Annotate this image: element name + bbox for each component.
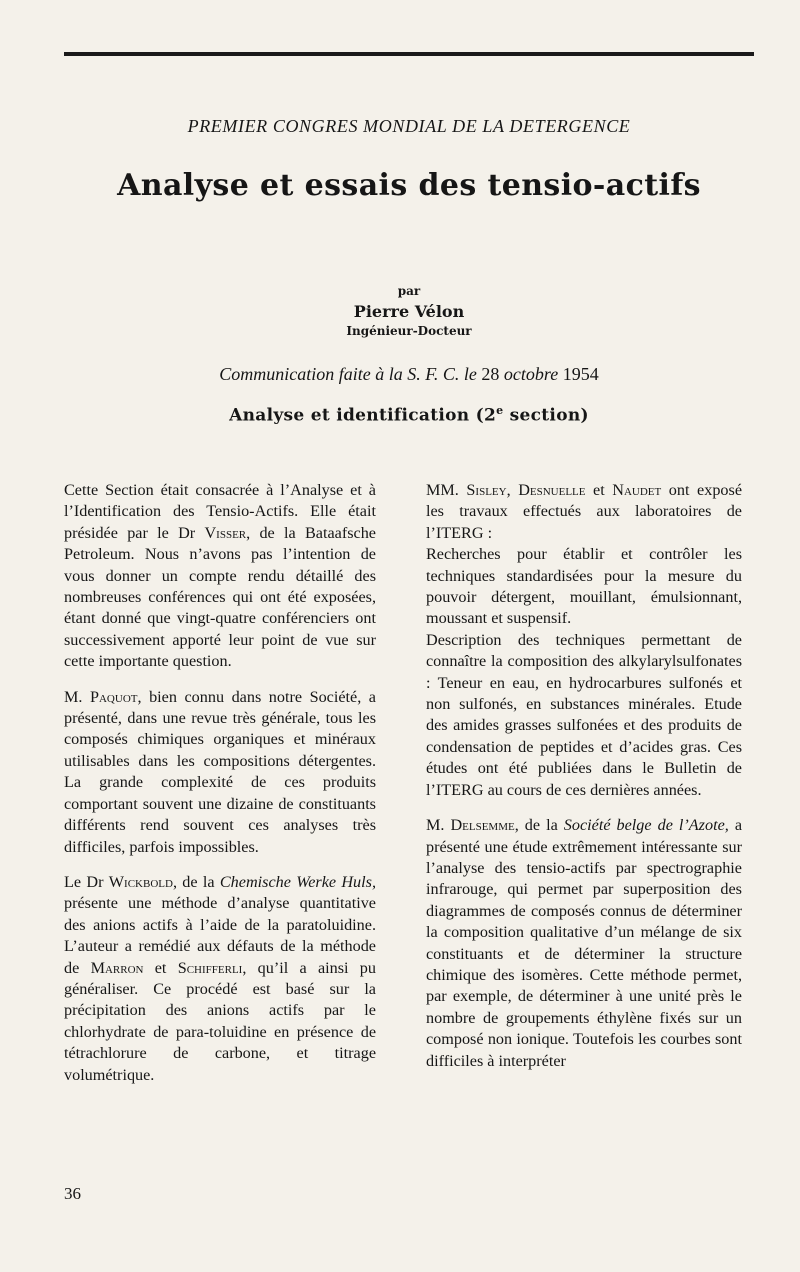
communication-month: octobre — [499, 364, 563, 384]
paragraph-text: MM. — [426, 481, 467, 499]
paragraph-text: M. — [426, 816, 451, 835]
paragraph-text: M. — [64, 687, 90, 706]
paragraph-text: , — [506, 481, 519, 499]
paragraph-text: , de la — [514, 816, 564, 835]
communication-day: 28 — [481, 364, 500, 384]
person-name: Paquot — [89, 687, 138, 706]
section-heading-sup: e — [496, 404, 504, 417]
paragraph-text: et — [585, 481, 613, 499]
person-name: Sisley — [466, 481, 507, 499]
paragraph-text: , de la — [172, 872, 220, 891]
person-name: Schifferli — [177, 958, 243, 977]
paragraph-text: , bien connu dans notre Société, a présenté, dans une revue très générale, tous les composés chimiques organiques et minéraux utilisables dans les compositions détergentes. La grande complexité de ces produits comportant souvent une dizaine de constituants différents rend souvent ces analyses très difficiles, parfois impossibles. — [64, 687, 376, 856]
person-name: Delsemme — [450, 816, 515, 835]
paragraph-delsemme — [426, 815, 742, 1072]
person-name: Wickbold — [108, 872, 173, 891]
right-column — [426, 480, 742, 1086]
paragraph-text: Cette Section était consacrée à l’Analyse et à l’Identification des Tensio-Actifs. Elle était présidée par le Dr — [64, 481, 376, 542]
paragraph-text: Le Dr — [64, 872, 109, 891]
byline-par: par — [397, 284, 421, 298]
paragraph-text: présente une méthode d’analyse quantitative des anions actifs à l’aide de la paratoluidine. L’auteur a remédié aux défauts de la méthode de — [64, 894, 376, 977]
company-name: Chemische Werke Huls, — [219, 872, 376, 891]
paragraph-text: et — [143, 958, 178, 977]
paragraph-wickbold — [64, 872, 376, 1086]
author-name: Pierre Vélon — [353, 302, 465, 321]
section-heading — [64, 404, 754, 426]
person-name: Visser — [204, 523, 247, 542]
paragraph-visser — [64, 480, 376, 673]
top-rule — [64, 52, 754, 56]
person-name: Marron — [90, 958, 144, 977]
paragraph-text: ont exposé les travaux effectués aux laboratoires de l’ITERG : — [426, 481, 742, 542]
paragraph-text: a présenté une étude extrêmement intéressante sur l’analyse des tensio-actifs par spectrographie infrarouge, qui permet par superposition des diagrammes de composés connus de déterminer la composition qualitative d’un mélange de six constituants et de déterminer la structure chimique des isomères. Cette méthode permet, par exemple, de déterminer à une unité près le nombre de groupements éthylène fixés sur un composé non ionique. Toutefois les courbes sont difficiles à interpréter — [426, 816, 742, 1070]
communication-year: 1954 — [562, 364, 599, 384]
paragraph-paquot — [64, 687, 376, 858]
left-column — [64, 480, 376, 1100]
paragraph-description: Description des techniques permettant de connaître la composition des alkylarylsulfonates : Teneur en eau, en hydrocarbures sulfonés et non sulfonés, en substances minérales. Etude des amides grasses sulfonées et des produits de condensation de peptides et d’acides gras. Ces études ont été publiées dans le Bulletin de l’ITERG au cours de ces dernières années. — [426, 630, 742, 799]
person-name: Desnuelle — [518, 481, 586, 499]
section-heading-end: section) — [503, 405, 589, 426]
section-heading-text: Analyse et identification (2 — [229, 405, 497, 426]
paragraph-recherches: Recherches pour établir et contrôler les techniques standardisées pour la mesure du pouvoir détergent, mouillant, émulsionnant, moussant et suspensif. — [426, 545, 742, 628]
congress-heading: PREMIER CONGRES MONDIAL DE LA DETERGENCE — [187, 116, 631, 136]
communication-line — [64, 364, 754, 385]
page-number: 36 — [64, 1184, 81, 1203]
person-name: Naudet — [612, 481, 662, 499]
paragraph-text: , qu’il a ainsi pu généraliser. Ce procédé est basé sur la précipitation des anions actifs par le chlorhydrate de para-toluidine en présence de tétrachlorure de carbone, et titrage volumétrique. — [64, 958, 376, 1084]
paragraph-text: , de la Bataafsche Petroleum. Nous n’avons pas l’intention de vous donner un compte rendu détaillé des nombreuses conférences qui ont été exposées, étant donné que vingt-quatre conférenciers ont successivement apporté leur point de vue sur cette importante question. — [64, 523, 376, 671]
company-name: Société belge de l’Azote, — [563, 816, 729, 835]
communication-pre: Communication faite à la S. F. C. le — [219, 364, 482, 384]
author-title: Ingénieur-Docteur — [346, 324, 472, 338]
paragraph-sisley — [426, 480, 742, 544]
article-title: Analyse et essais des tensio-actifs — [117, 168, 701, 203]
